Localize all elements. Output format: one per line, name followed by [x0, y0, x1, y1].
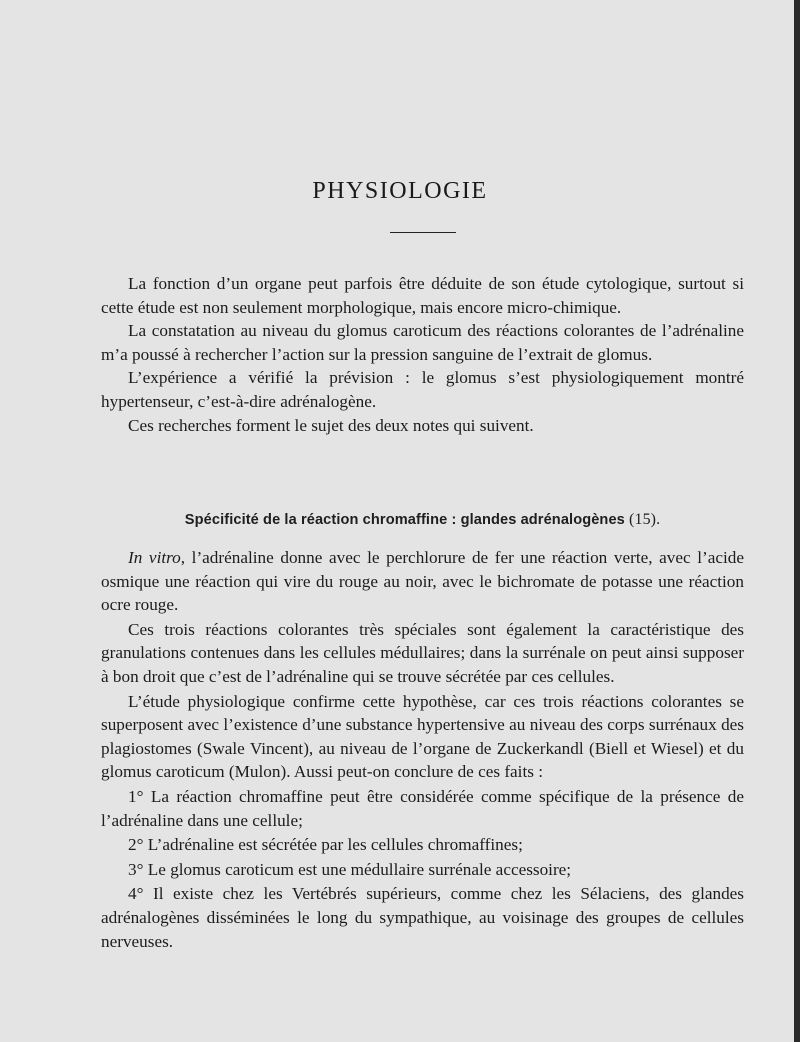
paragraph-rest: , l’adrénaline donne avec le perchlorure de fer une réaction verte, avec l’acide osmique une réaction qui vire du rouge au noir, avec le bichromate de potasse une réaction ocre rouge.: [101, 548, 744, 615]
section-heading-ref: (15).: [629, 511, 661, 528]
title-rule: [390, 232, 456, 233]
intro-paragraph: Ces recherches forment le sujet des deux notes qui suivent.: [128, 415, 534, 435]
intro-text: [101, 272, 744, 437]
page-title: PHYSIOLOGIE: [312, 178, 488, 204]
section-paragraph: Ces trois réactions colorantes très spéciales sont également la caractéristique des granulations contenues dans les cellules médullaires; dans la surrénale on peut ainsi supposer à bon droit que c’est de l’adrénaline qui se trouve sécrétée par ces cellules.: [101, 619, 744, 686]
section-heading: [101, 511, 744, 529]
conclusion-item: 1° La réaction chromaffine peut être considérée comme spécifique de la présence de l’adrénaline dans une cellule;: [101, 786, 744, 830]
conclusion-item: 4° Il existe chez les Vertébrés supérieurs, comme chez les Sélaciens, des glandes adrénalogènes disséminées le long du sympathique, au voisinage des groupes de cellules nerveuses.: [101, 884, 744, 951]
conclusion-item: 2° L’adrénaline est sécrétée par les cellules chromaffines;: [128, 835, 523, 855]
intro-paragraph: L’expérience a vérifié la prévision : le glomus s’est physiologiquement montré hypertenseur, c’est-à-dire adrénalogène.: [101, 368, 744, 411]
section-paragraph: [101, 546, 744, 617]
intro-paragraph: La fonction d’un organe peut parfois être déduite de son étude cytologique, surtout si cette étude est non seulement morphologique, mais encore micro-chimique.: [101, 274, 744, 317]
section-text: [101, 546, 744, 954]
section-heading-text: Spécificité de la réaction chromaffine : glandes adrénalogènes: [184, 512, 625, 528]
section-paragraph: L’étude physiologique confirme cette hypothèse, car ces trois réactions colorantes se superposent avec l’existence d’une substance hypertensive au niveau des corps surrénaux des plagiostomes (Swale Vincent), au niveau de l’organe de Zuckerkandl (Biell et Wiesel) et du glomus caroticum (Mulon). Aussi peut-on conclure de ces faits :: [101, 691, 744, 782]
intro-paragraph: La constatation au niveau du glomus caroticum des réactions colorantes de l’adrénaline m’a poussé à rechercher l’action sur la pression sanguine de l’extrait de glomus.: [101, 321, 744, 364]
page-edge: [794, 0, 800, 1042]
conclusion-item: 3° Le glomus caroticum est une médullaire surrénale accessoire;: [128, 859, 572, 879]
in-vitro-lead: In vitro: [128, 548, 181, 567]
